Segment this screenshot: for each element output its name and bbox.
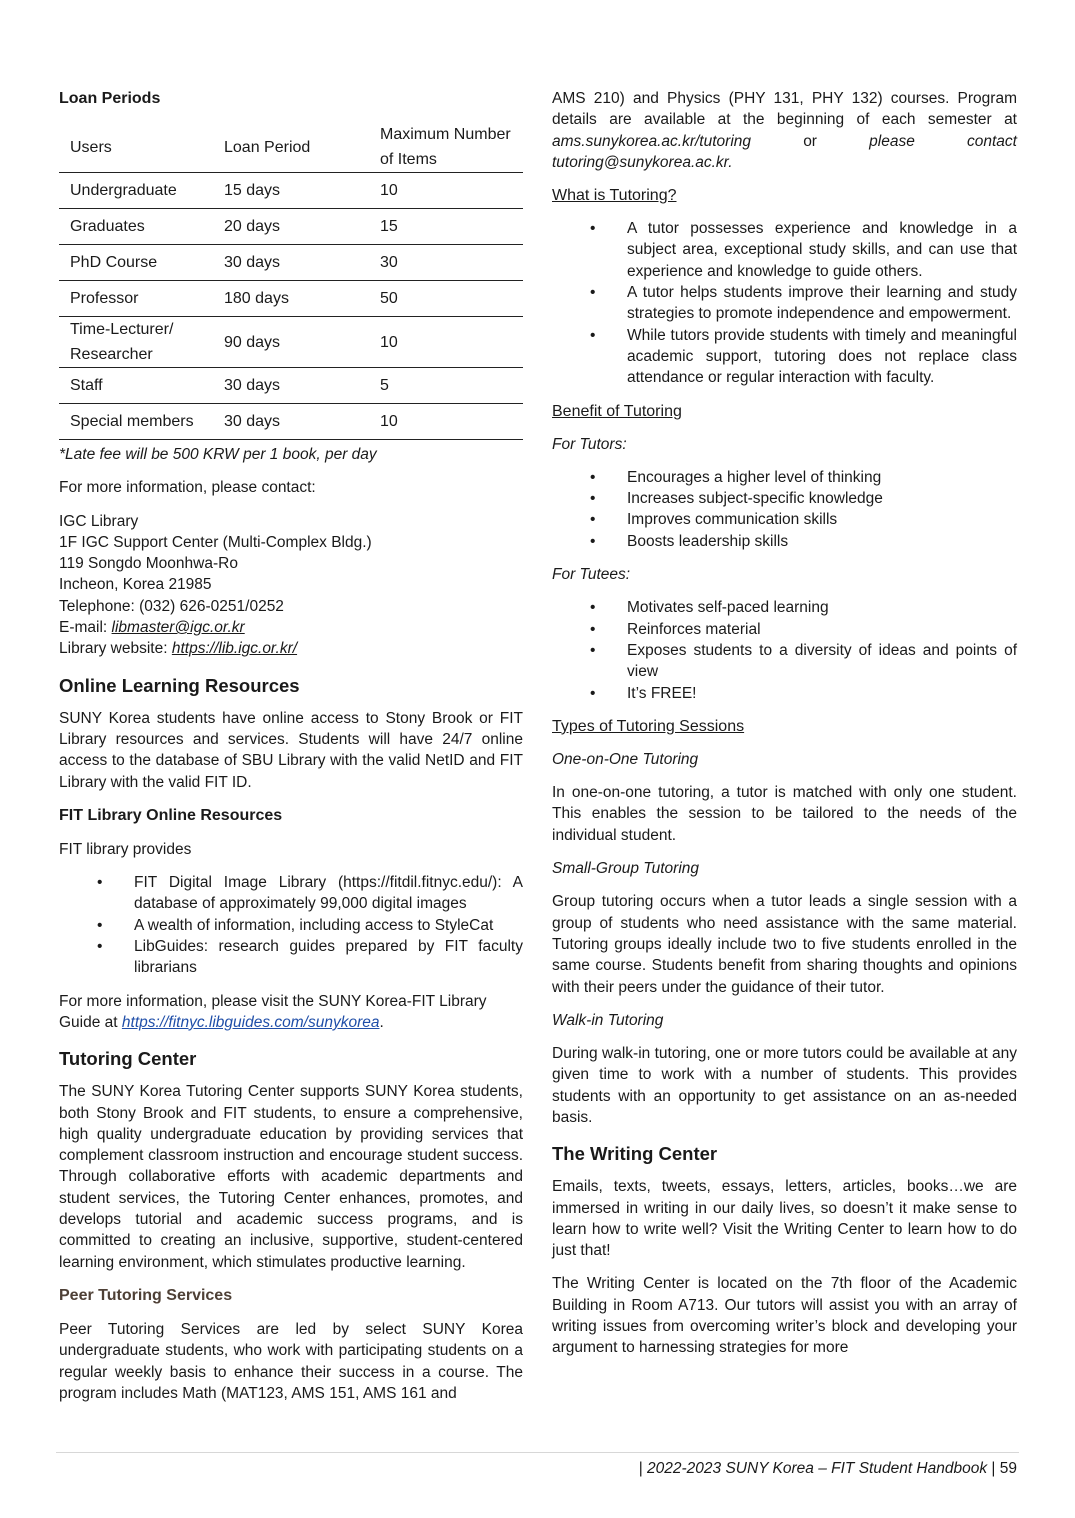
address-line: IGC Library <box>59 512 139 530</box>
small-group-text: Group tutoring occurs when a tutor leads a single session with a group of students who need assistance with the same material. Tutoring groups ideally include two to five students enrolled in the same course. Students benefit from sharing thoughts and opinions with their peers under the guidance of their tutor. <box>552 893 1017 996</box>
table-cell: 30 <box>369 245 523 281</box>
writing-center-heading: The Writing Center <box>552 1143 718 1165</box>
table-cell: Professor <box>59 281 213 317</box>
bullet-icon: • <box>97 874 103 892</box>
list-item <box>552 488 1017 509</box>
table-cell: 10 <box>369 317 523 368</box>
website-line <box>59 638 523 659</box>
library-address <box>59 511 523 660</box>
table-cell: Special members <box>59 404 213 440</box>
what-bullet-list <box>552 218 1017 388</box>
footer-title: 2022-2023 SUNY Korea – FIT Student Handbook <box>647 1460 988 1477</box>
for-tutees-label: For Tutees: <box>552 566 631 584</box>
list-item <box>552 282 1017 325</box>
table-cell: PhD Course <box>59 245 213 281</box>
list-item <box>552 597 1017 618</box>
walk-in-text: During walk-in tutoring, one or more tutors could be available at any given time to work with a number of students. This provides students with an opportunity to get assistance on an as-needed basis. <box>552 1045 1017 1126</box>
small-group-heading: Small-Group Tutoring <box>552 860 700 878</box>
table-header-row <box>59 122 523 173</box>
peer-tutoring-text: Peer Tutoring Services are led by select SUNY Korea undergraduate students, who work with participating students on a regular weekly basis to enhance their success in a course. The program includes Math (MAT123, AMS 151, AMS 161 and <box>59 1320 523 1402</box>
table-cell: Undergraduate <box>59 173 213 209</box>
left-column <box>59 88 523 1416</box>
footer-bar: | <box>638 1460 648 1477</box>
table-cell: Graduates <box>59 209 213 245</box>
fit-more-info <box>59 991 523 1034</box>
peer-cont-or: or <box>751 132 870 150</box>
tutors-bullet-list <box>552 467 1017 552</box>
list-item-text: Encourages a higher level of thinking <box>627 468 882 486</box>
right-column <box>552 88 1017 1371</box>
table-cell: 5 <box>369 368 523 404</box>
address-line: 1F IGC Support Center (Multi-Complex Bldg.) <box>59 533 372 551</box>
peer-tutoring-heading: Peer Tutoring Services <box>59 1286 233 1304</box>
table-row <box>59 173 523 209</box>
address-line: 119 Songdo Moonhwa-Ro <box>59 555 238 573</box>
one-on-one-text: In one-on-one tutoring, a tutor is matched with only one student. This enables the session to be tailored to the needs of the individual student. <box>552 784 1017 844</box>
contact-intro: For more information, please contact: <box>59 479 316 497</box>
email-label: E-mail: <box>59 619 112 637</box>
table-row <box>59 245 523 281</box>
list-item-text: While tutors provide students with timely and meaningful academic support, tutoring does not replace class attendance or regular interaction with faculty. <box>627 326 1017 387</box>
types-heading: Types of Tutoring Sessions <box>552 717 745 735</box>
fit-more-text: For more information, please visit the SUNY Korea-FIT Library Guide at <box>59 992 487 1031</box>
list-item <box>552 640 1017 683</box>
list-item-text: Boosts leadership skills <box>627 532 789 550</box>
tutoring-site-link[interactable]: ams.sunykorea.ac.kr/tutoring <box>552 132 752 150</box>
table-header-cell: Maximum Number of Items <box>369 122 523 173</box>
bullet-icon: • <box>590 326 596 344</box>
table-header-cell: Users <box>59 122 213 173</box>
bullet-icon: • <box>590 620 596 638</box>
libguide-link[interactable]: https://fitnyc.libguides.com/sunykorea <box>121 1013 380 1031</box>
website-label: Library website: <box>59 640 172 658</box>
bullet-icon: • <box>97 916 103 934</box>
list-item <box>552 325 1017 389</box>
email-line <box>59 617 523 638</box>
table-cell: Staff <box>59 368 213 404</box>
late-fee-note: *Late fee will be 500 KRW per 1 book, per day <box>59 446 377 463</box>
list-item-text: A tutor possesses experience and knowledge in a subject area, exceptional study skills, and can use that experience and knowledge to guide others. <box>627 220 1017 280</box>
table-cell: 30 days <box>213 245 369 281</box>
table-cell: 180 days <box>213 281 369 317</box>
list-item <box>552 619 1017 640</box>
list-item <box>552 467 1017 488</box>
email-link[interactable]: libmaster@igc.or.kr <box>111 619 245 637</box>
what-is-tutoring-heading: What is Tutoring? <box>552 187 677 205</box>
bullet-icon: • <box>590 684 596 702</box>
table-cell: 30 days <box>213 368 369 404</box>
list-item <box>552 683 1017 704</box>
list-item <box>59 915 523 936</box>
tutoring-center-text: The SUNY Korea Tutoring Center supports SUNY Korea students, both Stony Brook and FIT students, to ensure a comprehensive, high quality undergraduate education by providing services that complement classroom instruction and encourage student success. Through collaborative efforts with academic departments and student services, the Tutoring Center enhances, promotes, and develops tutorial and academic success programs, and is committed to creating an inclusive, supportive, student-centered learning environment, which stimulates productive learning. <box>59 1083 523 1271</box>
online-resources-text: SUNY Korea students have online access to Stony Brook or FIT Library resources and services. Students will have 24/7 online access to the database of SBU Library with the valid NetID and FIT Library with the valid FIT ID. <box>59 709 523 791</box>
writing-center-text-2: The Writing Center is located on the 7th floor of the Academic Building in Room A713. Our tutors will assist you with an array of writing issues from overcoming writer’s block and developing your argument to harnessing strategies for more <box>552 1275 1017 1357</box>
loan-periods-heading: Loan Periods <box>59 90 161 107</box>
tutees-bullet-list <box>552 597 1017 703</box>
list-item-text: It’s FREE! <box>627 684 697 702</box>
list-item <box>552 531 1017 552</box>
benefit-heading: Benefit of Tutoring <box>552 402 682 420</box>
list-item-text: A tutor helps students improve their learning and study strategies to promote independence and empowerment. <box>627 284 1017 323</box>
table-row <box>59 209 523 245</box>
peer-cont-text: AMS 210) and Physics (PHY 131, PHY 132) courses. Program details are available at the beginning of each semester at <box>552 90 1017 129</box>
fit-bullet-list <box>59 872 523 978</box>
list-item-text: Motivates self-paced learning <box>627 599 829 617</box>
fit-library-intro: FIT library provides <box>59 840 192 858</box>
page-footer <box>639 1460 1017 1478</box>
telephone: Telephone: (032) 626-0251/0252 <box>59 597 284 615</box>
one-on-one-heading: One-on-One Tutoring <box>552 750 699 768</box>
website-link[interactable]: https://lib.igc.or.kr/ <box>171 640 298 658</box>
fit-more-end: . <box>379 1013 384 1031</box>
table-cell: 15 <box>369 209 523 245</box>
list-item-text: LibGuides: research guides prepared by FIT faculty librarians <box>134 938 523 977</box>
bullet-icon: • <box>590 220 596 238</box>
table-cell: 30 days <box>213 404 369 440</box>
bullet-icon: • <box>590 532 596 550</box>
fit-library-heading: FIT Library Online Resources <box>59 806 283 824</box>
table-row <box>59 317 523 368</box>
tutoring-email-link[interactable]: please contact tutoring@sunykorea.ac.kr. <box>552 132 1017 171</box>
list-item-text: Reinforces material <box>627 620 761 638</box>
table-cell: Time-Lecturer/ Researcher <box>59 317 213 368</box>
table-cell: 90 days <box>213 317 369 368</box>
list-item-text: A wealth of information, including access to StyleCat <box>134 916 494 934</box>
table-header-cell: Loan Period <box>213 122 369 173</box>
list-item <box>59 872 523 915</box>
bullet-icon: • <box>97 938 103 956</box>
address-line: Incheon, Korea 21985 <box>59 576 212 594</box>
table-row <box>59 404 523 440</box>
for-tutors-label: For Tutors: <box>552 435 627 453</box>
list-item <box>552 509 1017 530</box>
bullet-icon: • <box>590 284 596 302</box>
table-cell: 10 <box>369 404 523 440</box>
loan-periods-table <box>59 122 523 440</box>
bullet-icon: • <box>590 468 596 486</box>
page-number: | 59 <box>987 1460 1017 1477</box>
table-row <box>59 281 523 317</box>
bullet-icon: • <box>590 599 596 617</box>
walk-in-heading: Walk-in Tutoring <box>552 1011 664 1029</box>
list-item <box>59 936 523 979</box>
list-item <box>552 218 1017 282</box>
tutoring-center-heading: Tutoring Center <box>59 1048 197 1070</box>
table-row <box>59 368 523 404</box>
bullet-icon: • <box>590 490 596 508</box>
bullet-icon: • <box>590 641 596 659</box>
footer-divider <box>56 1452 1019 1453</box>
list-item-text: Improves communication skills <box>627 511 838 529</box>
table-cell: 20 days <box>213 209 369 245</box>
list-item-text: Exposes students to a diversity of ideas and points of view <box>627 641 1017 681</box>
table-cell: 15 days <box>213 173 369 209</box>
table-cell: 50 <box>369 281 523 317</box>
online-resources-heading: Online Learning Resources <box>59 674 300 696</box>
writing-center-text-1: Emails, texts, tweets, essays, letters, articles, books…we are immersed in writing in our daily lives, so doesn’t it make sense to learn how to write well? Visit the Writing Center to learn how to do just that! <box>552 1178 1017 1260</box>
table-cell: 10 <box>369 173 523 209</box>
list-item-text: FIT Digital Image Library (https://fitdil.fitnyc.edu/): A database of approximately 99,000 digital images <box>134 874 523 913</box>
peer-tutoring-continued <box>552 88 1017 173</box>
bullet-icon: • <box>590 511 596 529</box>
list-item-text: Increases subject-specific knowledge <box>627 490 883 508</box>
